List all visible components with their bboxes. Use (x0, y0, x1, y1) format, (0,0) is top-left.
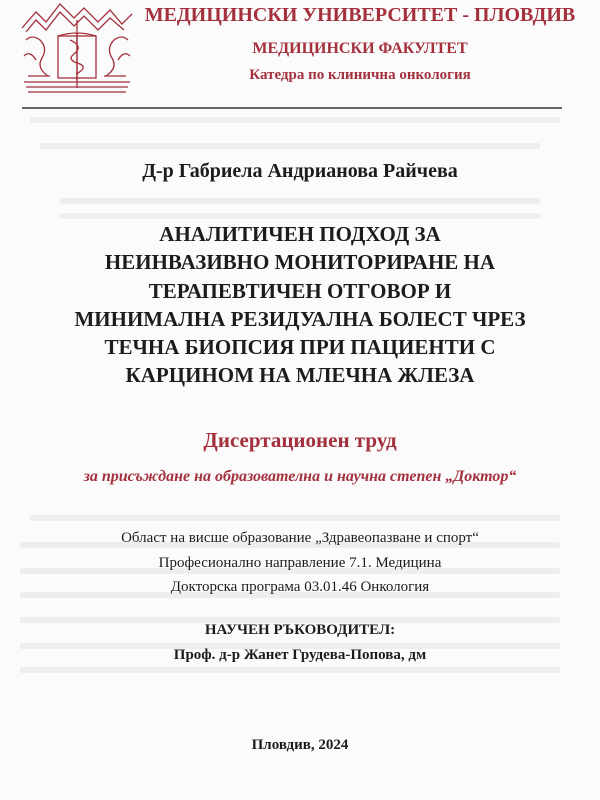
title-line: ТЕЧНА БИОПСИЯ ПРИ ПАЦИЕНТИ С (104, 335, 496, 359)
university-name: МЕДИЦИНСКИ УНИВЕРСИТЕТ - ПЛОВДИВ (144, 4, 576, 26)
supervisor-name: Проф. д-р Жанет Грудева-Попова, дм (173, 647, 427, 663)
work-type: Дисертационен труд (203, 428, 397, 452)
faculty-name: МЕДИЦИНСКИ ФАКУЛТЕТ (252, 40, 468, 57)
title-line: ТЕРАПЕВТИЧЕН ОТГОВОР И (148, 279, 452, 303)
title-line: МИНИМАЛНА РЕЗИДУАЛНА БОЛЕСТ ЧРЕЗ (74, 307, 526, 331)
title-line: НЕИНВАЗИВНО МОНИТОРИРАНЕ НА (104, 250, 496, 274)
detail-direction: Професионално направление 7.1. Медицина (158, 555, 442, 571)
degree-purpose: за присъждане на образователна и научна степен „Доктор“ (83, 468, 517, 485)
department-name: Катедра по клинична онкология (249, 67, 471, 83)
detail-program: Докторска програма 03.01.46 Онкология (170, 579, 430, 595)
title-line: КАРЦИНОМ НА МЛЕЧНА ЖЛЕЗА (125, 363, 475, 387)
header-divider (22, 107, 562, 109)
supervisor-label: НАУЧЕН РЪКОВОДИТЕЛ: (204, 622, 396, 638)
place-year: Пловдив, 2024 (251, 737, 349, 753)
author-name: Д-р Габриела Андрианова Райчева (142, 160, 458, 182)
title-line: АНАЛИТИЧЕН ПОДХОД ЗА (159, 222, 441, 246)
detail-field: Област на висше образование „Здравеопазване и спорт“ (121, 530, 479, 546)
university-logo-icon (18, 0, 136, 98)
